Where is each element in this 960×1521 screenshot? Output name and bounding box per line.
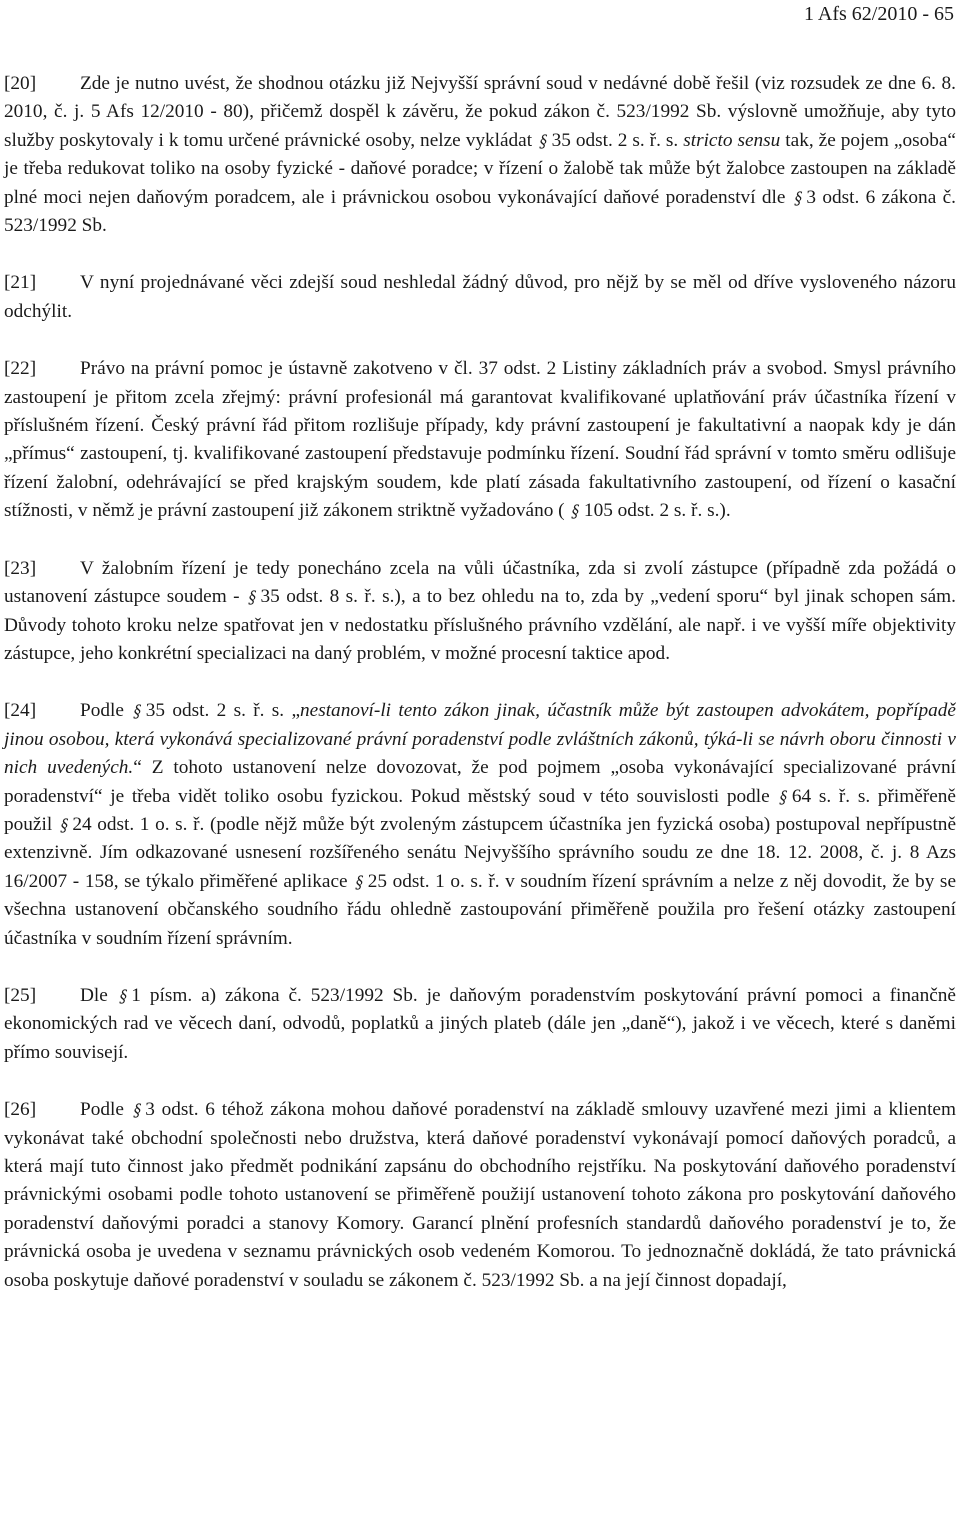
text-run: 24 odst. 1 o. s. ř. (podle nějž může být zvoleným zástupcem účastníka jen fyzická osoba) postupoval nepřípustně extenzivně. Jím odkazované usnesení rozšířeného senátu Nejvyššího správního soudu ze dne 18. 12. 2008, č. j. 8 Azs 16/2007 - 158, se týkalo přiměřené aplikace xyxy=(4,813,957,892)
text-run: 3 odst. 6 téhož zákona mohou daňové poradenství na základě smlouvy uzavřené mezi jimi a klientem vykonávat také obchodní společnosti nebo družstva, která daňové poradenství vykonávají pomocí daňových poradců, a která mají tuto činnost jako předmět podnikání zapsánu do obchodního rejstříku. Na poskytování daňového poradenství právnickými osobami podle tohoto ustanovení se přiměřeně použijí ustanovení tohoto zákona pro poskytování daňového poradenství daňovými poradci a stanovy Komory. Garancí plnění profesních standardů daňového poradenství je to, že právnická osoba je uvedena v seznamu právnických osob vedeném Komorou. To jednoznačně dokládá, že tato právnická osoba poskytuje daňové poradenství v souladu se zákonem č. 523/1992 Sb. a na její činnost dopadají, xyxy=(4,1099,956,1291)
text-run: 35 odst. 2 s. ř. s. „ xyxy=(145,700,300,722)
text-run: Podle xyxy=(80,1099,131,1121)
text-run: V nyní projednávané věci zdejší soud neshledal žádný důvod, pro nějž by se měl od dříve vysloveného názoru odchýlit. xyxy=(4,272,956,322)
section-sign: § xyxy=(569,502,582,523)
document-body xyxy=(4,70,956,1295)
section-sign: § xyxy=(131,702,144,723)
text-run: V žalobním řízení je tedy ponecháno zcela na vůli účastníka, zda si zvolí zástupce (případně zda požádá o ustanovení zástupce soudem - xyxy=(4,557,956,608)
text-run: 3 odst. 6 zákona č. 523/1992 Sb. xyxy=(4,186,956,237)
section-sign: § xyxy=(246,588,259,609)
italic-text-run: nestanoví-li tento zákon jinak, účastník může být zastoupen advokátem, popřípadě jinou osobou, která vykonává specializované právní poradenství podle zvláštních zákonů, týká-li se návrh oboru činnosti v nich uvedených. xyxy=(4,700,956,779)
section-sign: § xyxy=(792,188,805,209)
paragraph-20 xyxy=(4,70,956,240)
paragraph-23 xyxy=(4,555,956,669)
paragraph-number: [22] xyxy=(4,358,37,380)
italic-text-run: stricto sensu xyxy=(683,129,781,151)
text-run: Právo na právní pomoc je ústavně zakotveno v čl. 37 odst. 2 Listiny základních práv a svobod. Smysl právního zastoupení je přitom zcela zřejmý: právní profesionál má garantovat kvalifikované uplatňování práv účastníka řízení v příslušném řízení. Český právní řád přitom rozlišuje případy, kdy právní zastoupení je fakultativní a naopak kdy je dán „přímus“ zastoupení, tj. kvalifikované zastoupení představuje podmínku řízení. Soudní řád správní v tomto směru odlišuje řízení žalobní, odehrávající se před krajským soudem, kde platí zásada fakultativního zastoupení, od řízení o kasační stížnosti, v němž je právní zastoupení již zákonem striktně vyžadováno ( xyxy=(4,358,956,522)
paragraph-22 xyxy=(4,355,956,525)
text-run: Podle xyxy=(80,700,132,722)
paragraph-24 xyxy=(4,697,956,953)
text-run: 25 odst. 1 o. s. ř. v soudním řízení správním a nelze z něj dovodit, že by se všechna ustanovení občanského soudního řádu ohledně zastoupování přiměřeně použila pro řešení otázky zastoupení účastníka v soudním řízení správním. xyxy=(4,870,956,949)
section-sign: § xyxy=(537,131,550,152)
paragraph-number: [21] xyxy=(4,272,37,294)
text-run: “ Z tohoto ustanovení nelze dovozovat, že pod pojmem „osoba vykonávající specializované právní poradenství“ je třeba vidět toliko osobu fyzickou. Pokud městský soud v této souvislosti podle xyxy=(4,757,956,807)
case-reference-header: 1 Afs 62/2010 - 65 xyxy=(804,3,954,25)
paragraph-number: [25] xyxy=(4,984,37,1006)
section-sign: § xyxy=(58,815,71,836)
paragraph-number: [20] xyxy=(4,73,37,94)
section-sign: § xyxy=(353,872,366,893)
text-run: Zde je nutno uvést, že shodnou otázku již Nejvyšší správní soud v nedávné době řešil (viz rozsudek ze dne 6. 8. 2010, č. j. 5 Afs 12/2010 - 80), přičemž dospěl k závěru, že pokud zákon č. 523/1992 Sb. výslovně umožňuje, aby tyto služby poskytovaly i k tomu určené právnické osoby, nelze vykládat xyxy=(4,73,956,151)
text-run: 35 odst. 2 s. ř. s. xyxy=(551,129,684,151)
text-run: Dle xyxy=(80,984,117,1006)
section-sign: § xyxy=(777,787,790,808)
section-sign: § xyxy=(131,1101,143,1122)
section-sign: § xyxy=(117,986,129,1007)
paragraph-number: [23] xyxy=(4,557,37,579)
paragraph-number: [24] xyxy=(4,700,37,722)
text-run: 64 s. ř. s. přiměřeně použil xyxy=(4,785,956,835)
paragraph-25 xyxy=(4,982,956,1067)
text-run: tak, že pojem „osoba“ je třeba redukovat toliko na osoby fyzické - daňové poradce; v řízení o žalobě tak může být žalobce zastoupen na základě plné moci nejen daňovým poradcem, ale i právnickou osobou vykonávající daňové poradenství dle xyxy=(4,129,956,208)
paragraph-26 xyxy=(4,1096,956,1295)
paragraph-21 xyxy=(4,269,956,326)
text-run: 105 odst. 2 s. ř. s.). xyxy=(583,500,731,522)
text-run: 35 odst. 8 s. ř. s.), a to bez ohledu na to, zda by „vedení sporu“ byl jinak schopen sám. Důvody tohoto kroku nelze spatřovat jen v nedostatku příslušného právního vzdělání, ale např. i ve vyšší míře objektivity zástupce, jeho konkrétní specializaci na daný problém, v možné procesní taktice apod. xyxy=(4,586,957,664)
text-run: 1 písm. a) zákona č. 523/1992 Sb. je daňovým poradenstvím poskytování právní pomoci a finančně ekonomických rad ve věcech daní, odvodů, poplatků a jiných plateb (dále jen „daně“), jakož i ve věcech, které s daněmi přímo souvisejí. xyxy=(4,984,956,1063)
paragraph-number: [26] xyxy=(4,1099,37,1121)
